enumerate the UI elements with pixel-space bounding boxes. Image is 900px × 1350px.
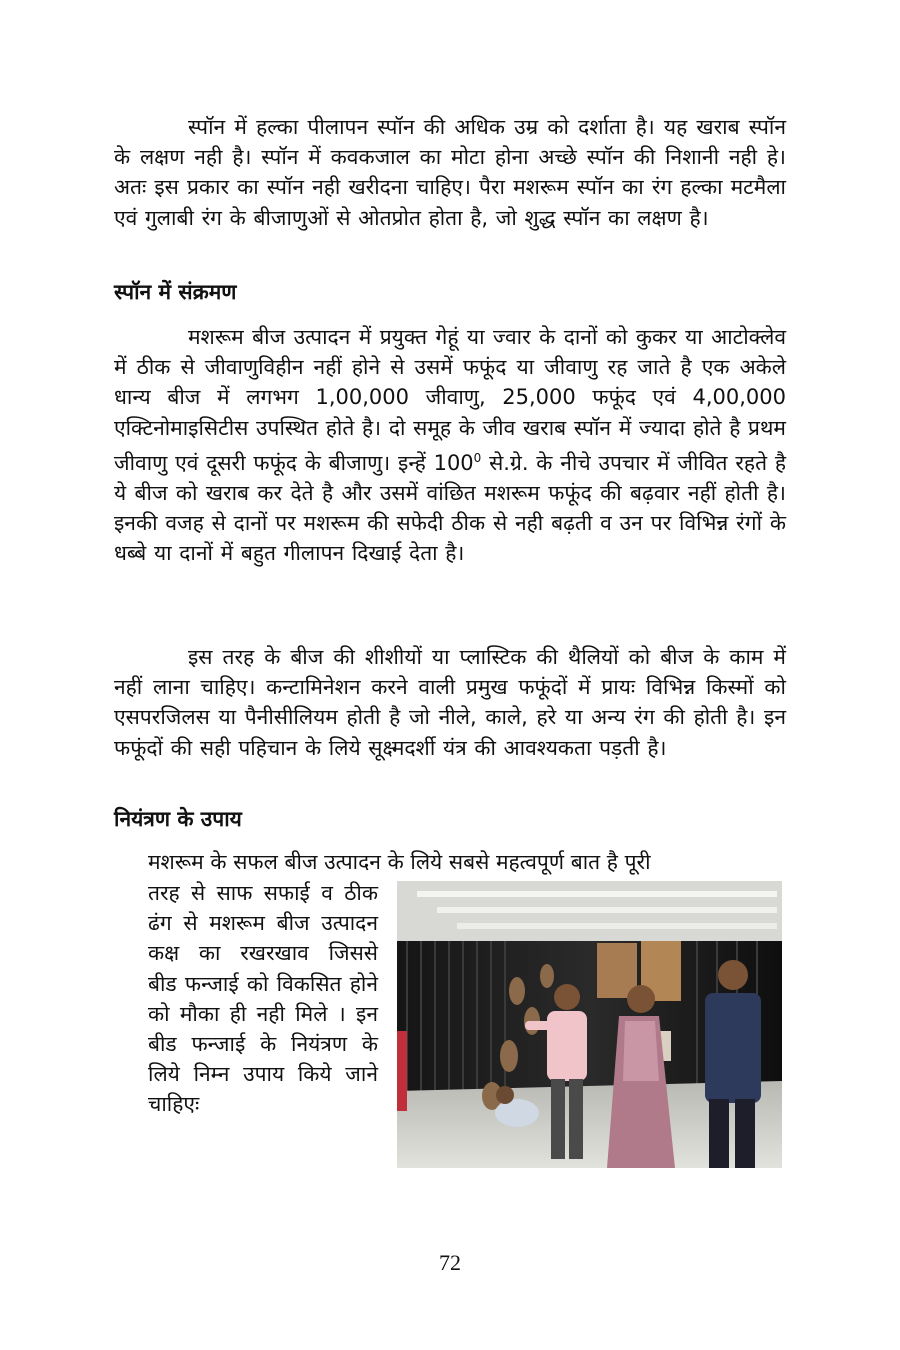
section-heading-control-measures: नियंत्रण के उपाय: [114, 807, 242, 831]
text-fragment: से.ग्रे. के नीचे उपचार में जीवित रहते है ये बीज को खराब कर देते है और उसमें वांछित मशरूम फफूंद की बढ़वार नहीं होती है। इनकी वजह से दानों पर मशरूम की सफेदी ठीक से नही बढ़ती व उन पर विभिन्न रंगों के धब्बे या दानों में बहुत गीलापन दिखाई देता है।: [114, 450, 786, 566]
control-side-text: [148, 878, 378, 1120]
paragraph-infection: [114, 322, 786, 569]
page-number: 72: [439, 1250, 461, 1275]
mushroom-spawn-room-photo: [397, 881, 782, 1168]
paragraph-contamination: [114, 642, 786, 763]
paragraph-text: [114, 322, 786, 569]
section-heading-spawn-infection: स्पॉन में संक्रमण: [114, 280, 237, 304]
control-intro-line: मशरूम के सफल बीज उत्पादन के लिये सबसे महत्वपूर्ण बात है पूरी: [148, 850, 651, 874]
paragraph-text: इस तरह के बीज की शीशीयों या प्लास्टिक की थैलियों को बीज के काम में नहीं लाना चाहिए। कन्टामिनेशन करने वाली प्रमुख फफूंदों में प्रायः विभिन्न किस्मों को एसपरजिलस या पैनीसीलियम होती है जो नीले, काले, हरे या अन्य रंग की होती है। इन फफूंदों की सही पहिचान के लिये सूक्ष्मदर्शी यंत्र की आवश्यकता पड़ती है।: [114, 645, 786, 760]
text-fragment: मशरूम बीज उत्पादन में प्रयुक्त गेहूं या ज्वार के दानों को कुकर या आटोक्लेव में ठीक से जीवाणुविहीन नहीं होने से उसमें फफूंद या जीवाणु रह जाते है एक अकेले धान्य बीज में लगभग 1,00,000 जीवाणु, 25,000 फफूंद एवं 4,00,000 एक्टिनोमाइसिटीस उपस्थित होते है। दो समूह के जीव खराब स्पॉन में ज्यादा होते है प्रथम जीवाणु एवं दूसरी फफूंद के बीजाणु। इन्हें 100: [114, 325, 786, 475]
degree-superscript: 0: [473, 450, 482, 465]
paragraph-text: तरह से साफ सफाई व ठीक ढंग से मशरूम बीज उत्पादन कक्ष का रखरखाव जिससे बीड फन्जाई को विकसित होने को मौका ही नही मिले । इन बीड फन्जाई के नियंत्रण के लिये निम्न उपाय किये जाने चाहिएः: [148, 881, 378, 1117]
paragraph-spawn-color: [114, 112, 786, 233]
paragraph-text: स्पॉन में हल्का पीलापन स्पॉन की अधिक उम्र को दर्शाता है। यह खराब स्पॉन के लक्षण नही है। स्पॉन में कवकजाल का मोटा होना अच्छे स्पॉन की निशानी नही हे। अतः इस प्रकार का स्पॉन नही खरीदना चाहिए। पैरा मशरूम स्पॉन का रंग हल्का मटमैला एवं गुलाबी रंग के बीजाणुओं से ओतप्रोत होता है, जो शुद्ध स्पॉन का लक्षण है।: [114, 115, 786, 230]
